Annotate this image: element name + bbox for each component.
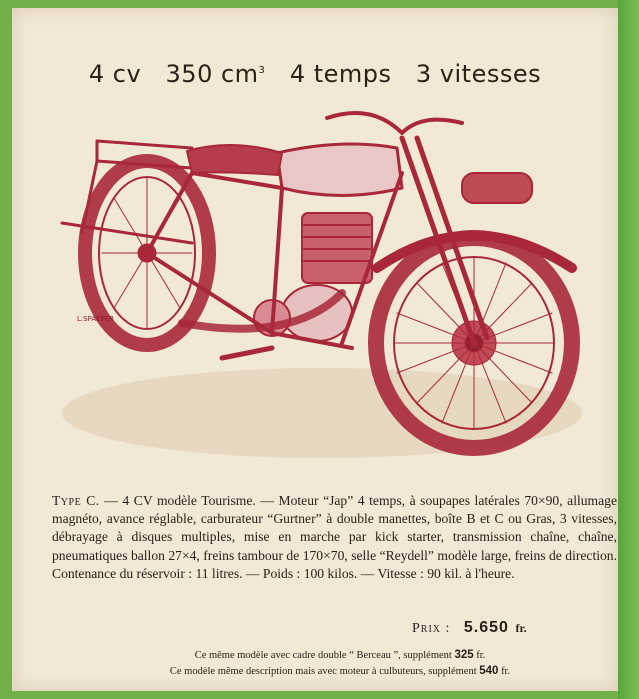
specs-headline: [12, 60, 618, 88]
handlebar: [327, 113, 462, 133]
saddle: [187, 145, 282, 175]
price-label: Prix :: [412, 621, 451, 636]
catalog-page: [12, 8, 618, 691]
stroke-spec: 4 temps: [289, 60, 392, 88]
motorcycle-illustration: [42, 93, 602, 473]
model-type-label: Type C.: [52, 493, 100, 508]
model-description: [52, 492, 617, 583]
footnote-culbuteurs: Ce modèle même description mais avec moteur à culbuteurs, supplément 540 fr.: [169, 665, 511, 677]
price-value: 5.650: [463, 619, 509, 636]
footnote-berceau: Ce même modèle avec cadre double “ Berceau ”, supplément 325 fr.: [194, 649, 486, 661]
footrest: [222, 348, 272, 358]
artist-signature: L.SPAETER: [77, 315, 115, 323]
model-description-text: — 4 CV modèle Tourisme. — Moteur “Jap” 4 temps, à soupapes latérales 70×90, allumage magnéto, avance réglable, carburateur “Gurtner” à double manettes, boîte B et C ou Gras, 3 vitesses, débrayage à disques multiples, mise en marche par kick starter, transmission chaîne, chaîne, pneumatiques ballon 27×4, freins tambour de 170×70, selle “Reydell” modèle large, freins de direction. Contenance du réservoir : 11 litres. — Poids : 100 kilos. — Vitesse : 90 kil. à l'heure.: [52, 493, 617, 581]
headlamp: [462, 173, 532, 203]
fuel-tank: [277, 144, 402, 196]
gears-spec: 3 vitesses: [415, 60, 542, 88]
displacement-spec: 350 $cm^3$: [165, 60, 266, 88]
price-row: [412, 619, 527, 637]
price-unit: fr.: [515, 621, 527, 635]
green-border-right: [618, 0, 639, 699]
power-spec: 4 cv: [88, 60, 142, 88]
